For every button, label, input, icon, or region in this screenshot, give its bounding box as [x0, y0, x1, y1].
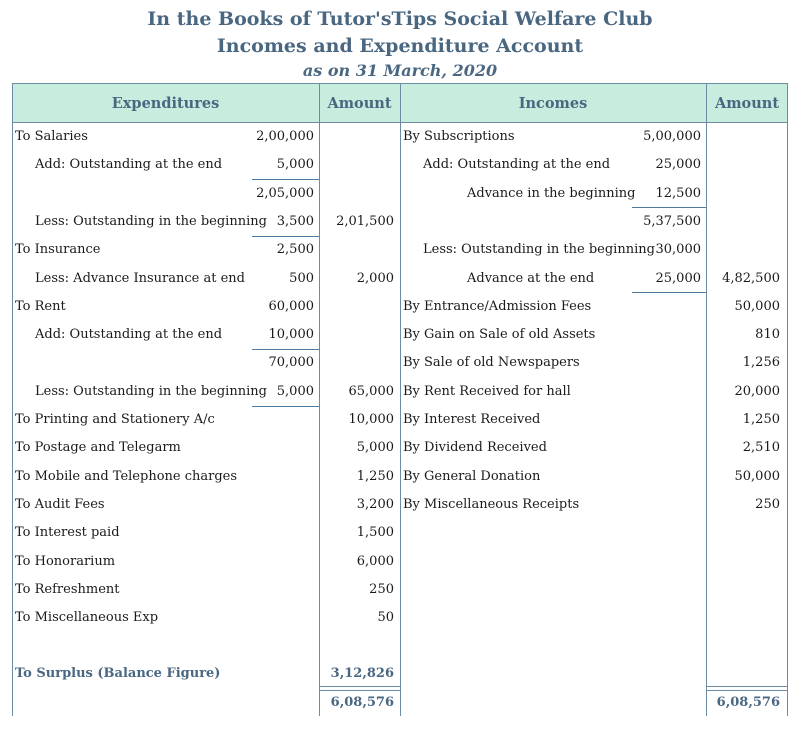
expenditure-amount: 1,250	[356, 468, 394, 484]
expenditure-label: To Postage and Telegarm	[15, 440, 181, 456]
income-amount: 250	[755, 496, 780, 512]
expenditure-amount: 6,000	[356, 553, 394, 569]
expenditure-amount: 1,500	[356, 525, 394, 541]
expenditure-label: Less: Advance Insurance at end	[35, 270, 245, 286]
expenditure-subtotal: 10,000	[268, 327, 314, 343]
income-label: By Gain on Sale of old Assets	[403, 327, 596, 343]
expenditure-subtotal: 3,500	[276, 213, 314, 229]
income-amount: 20,000	[734, 383, 780, 399]
expenditure-label: To Rent	[15, 298, 66, 314]
expenditure-amount: 65,000	[348, 383, 394, 399]
expenditure-amount: 2,01,500	[336, 213, 394, 229]
income-subtotal: 5,00,000	[643, 129, 701, 144]
subtotal-rule	[632, 292, 706, 293]
income-label: By Interest Received	[403, 412, 541, 427]
income-label: By Dividend Received	[403, 440, 547, 456]
income-label: By General Donation	[403, 468, 541, 484]
expenditure-subtotal: 500	[289, 270, 314, 286]
border-right	[787, 83, 788, 716]
divider-amount-right	[706, 83, 707, 716]
income-subtotal: 25,000	[655, 157, 701, 173]
expenditure-label: Less: Outstanding in the beginning	[35, 213, 267, 229]
income-label: By Rent Received for hall	[403, 383, 571, 399]
expenditure-label: To Refreshment	[15, 581, 120, 597]
income-amount: 2,510	[742, 440, 780, 456]
income-amount: 50,000	[734, 298, 780, 314]
subtotal-rule	[252, 406, 319, 407]
expenditure-amount: 3,200	[356, 496, 394, 512]
expenditure-amount: 50	[377, 610, 394, 626]
header-expenditures: Expenditures	[12, 83, 319, 123]
expenditure-label: To Interest paid	[15, 525, 120, 541]
expenditure-subtotal: 5,000	[276, 383, 314, 399]
expenditure-label: To Printing and Stationery A/c	[15, 412, 215, 427]
surplus-label: To Surplus (Balance Figure)	[15, 666, 221, 681]
expenditure-label: To Mobile and Telephone charges	[15, 468, 238, 484]
header-amount-right: Amount	[706, 83, 788, 123]
income-amount: 810	[755, 327, 780, 343]
income-label: By Miscellaneous Receipts	[403, 496, 580, 512]
income-amount: 1,256	[742, 355, 780, 371]
expenditure-amount: 10,000	[348, 412, 394, 427]
income-label: Less: Outstanding in the beginning	[423, 242, 655, 258]
account-date: as on 31 March, 2020	[302, 61, 498, 80]
income-label: Add: Outstanding at the end	[423, 157, 611, 173]
divider-center	[400, 83, 401, 716]
expenditure-amount: 2,000	[356, 270, 394, 286]
border-left	[12, 83, 13, 716]
header-amount-left: Amount	[319, 83, 400, 123]
surplus-amount: 3,12,826	[330, 666, 394, 681]
total-left: 6,08,576	[330, 695, 394, 710]
income-label: Advance at the end	[467, 270, 595, 286]
expenditure-label: To Salaries	[15, 129, 88, 144]
expenditure-label: Add: Outstanding at the end	[35, 327, 223, 343]
income-label: By Subscriptions	[403, 129, 515, 144]
income-amount: 50,000	[734, 468, 780, 484]
expenditure-subtotal: 5,000	[276, 157, 314, 173]
income-label: Advance in the beginning	[467, 185, 636, 201]
header-incomes: Incomes	[400, 83, 706, 123]
income-label: By Entrance/Admission Fees	[403, 298, 592, 314]
account-title: Incomes and Expenditure Account	[216, 35, 584, 57]
income-expenditure-table	[12, 83, 788, 716]
income-amount: 1,250	[742, 412, 780, 427]
page-title: In the Books of Tutor'sTips Social Welfare Club	[147, 8, 653, 30]
income-subtotal: 25,000	[655, 270, 701, 286]
expenditure-label: To Audit Fees	[15, 496, 105, 512]
expenditure-subtotal: 70,000	[268, 355, 314, 371]
expenditure-subtotal: 2,500	[276, 242, 314, 258]
expenditure-label: Add: Outstanding at the end	[35, 157, 223, 173]
expenditure-label: Less: Outstanding in the beginning	[35, 383, 267, 399]
expenditure-amount: 5,000	[356, 440, 394, 456]
divider-amount-left	[319, 83, 320, 716]
expenditure-label: To Honorarium	[15, 553, 116, 569]
income-subtotal: 5,37,500	[643, 213, 701, 229]
expenditure-subtotal: 2,05,000	[256, 185, 314, 201]
expenditure-subtotal: 2,00,000	[256, 129, 314, 144]
expenditure-label: To Miscellaneous Exp	[15, 610, 159, 626]
income-amount: 4,82,500	[722, 270, 780, 286]
expenditure-label: To Insurance	[15, 242, 101, 258]
income-label: By Sale of old Newspapers	[403, 355, 580, 371]
total-right: 6,08,576	[716, 695, 780, 710]
expenditure-subtotal: 60,000	[268, 298, 314, 314]
expenditure-amount: 250	[369, 581, 394, 597]
income-subtotal: 30,000	[655, 242, 701, 258]
income-subtotal: 12,500	[655, 185, 701, 201]
